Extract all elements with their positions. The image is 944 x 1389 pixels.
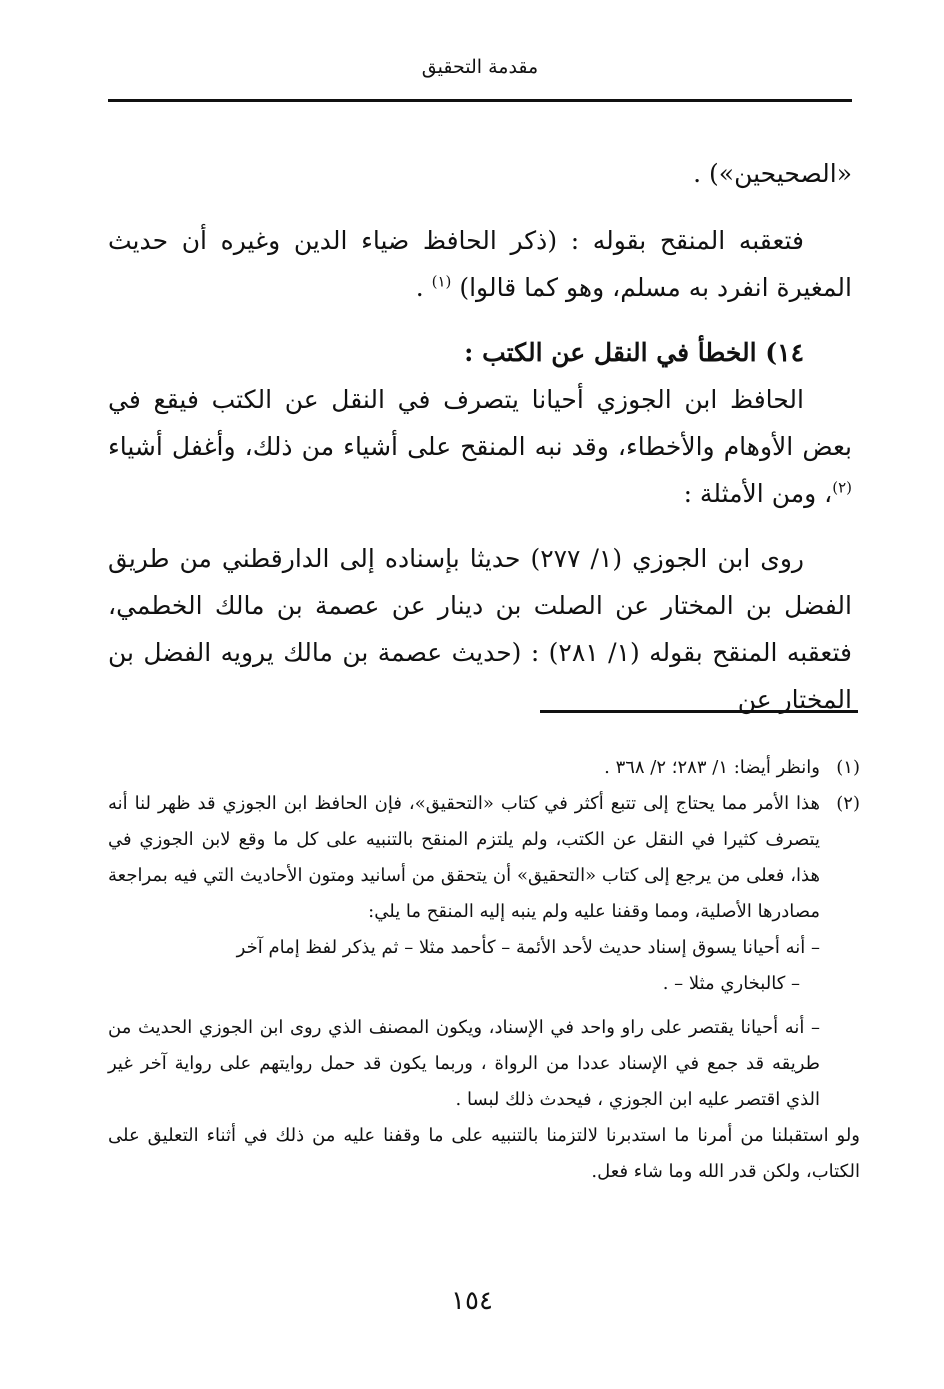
footnote-2-bullet-1-continued: – كالبخاري مثلا – . <box>662 973 800 994</box>
footnote-1 <box>108 750 860 786</box>
paragraph-3 <box>108 376 852 517</box>
header-rule <box>108 99 852 102</box>
paragraph-1: «الصحيحين») . <box>693 159 852 188</box>
footnote-2-bullet-1: – أنه أحيانا يسوق إسناد حديث لأحد الأئمة – كأحمد مثلا – ثم يذكر لفظ إمام آخر <box>236 937 820 958</box>
footnote-2 <box>108 786 860 930</box>
paragraph-4: روى ابن الجوزي (١/ ٢٧٧) حديثا بإسناده إلى الدارقطني من طريق الفضل بن المختار عن الصلت بن دينار عن عصمة بن مالك الخطمي، فتعقبه المنقح بقوله (١/ ٢٨١) : (حديث عصمة بن مالك يرويه الفضل بن المختار عن <box>108 544 852 714</box>
footnote-2-bullet-2: – أنه أحيانا يقتصر على راو واحد في الإسناد، ويكون المصنف الذي روى ابن الجوزي الحديث من طريقه قد جمع في الإسناد عددا من الرواة ، وربما يكون قد حمل روايتهم على رواية آخر غير الذي اقتصر عليه ابن الجوزي ، فيحدث ذلك لبسا . <box>108 1017 820 1110</box>
footnote-1-text: وانظر أيضا: ١/ ٢٨٣؛ ٢/ ٣٦٨ . <box>604 757 820 778</box>
paragraph-2-text: فتعقبه المنقح بقوله : (ذكر الحافظ ضياء الدين وغيره أن حديث المغيرة انفرد به مسلم، وهو كما قالوا) <box>108 226 852 302</box>
footnote-1-number: (١) <box>836 757 860 778</box>
footnote-2-closing: ولو استقبلنا من أمرنا ما استدبرنا لالتزمنا بالتنبيه على ما وقفنا عليه من ذلك في أثناء التعليق على الكتاب، ولكن قدر الله وما شاء فعل. <box>108 1125 860 1182</box>
section-heading: ١٤) الخطأ في النقل عن الكتب : <box>464 338 804 367</box>
page-number: ١٥٤ <box>451 1286 493 1316</box>
running-header: مقدمة التحقيق <box>421 56 539 78</box>
paragraph-2-end: . <box>415 273 432 302</box>
paragraph-2 <box>108 217 852 311</box>
footnote-2-text: هذا الأمر مما يحتاج إلى تتبع أكثر في كتاب «التحقيق»، فإن الحافظ ابن الجوزي قد ظهر لنا أنه يتصرف كثيرا في النقل عن الكتب، ولم يلتزم المنقح بالتنبيه على كل ما وقع لابن الجوزي في هذا، فعلى من يرجع إلى كتاب «التحقيق» أن يتحقق من أسانيد ومتون الأحاديث التي فيه بمراجعة مصادرها الأصلية، ومما وقفنا عليه ولم ينبه إليه المنقح ما يلي: <box>108 793 820 922</box>
main-text <box>108 150 852 723</box>
footnote-ref-2: (٢) <box>832 478 852 497</box>
footnote-ref-1: (١) <box>431 272 452 291</box>
footnote-rule <box>540 710 858 713</box>
footnotes <box>108 750 860 1190</box>
paragraph-3-text-a: الحافظ ابن الجوزي أحيانا يتصرف في النقل عن الكتب فيقع في بعض الأوهام والأخطاء، وقد نبه المنقح على أشياء من ذلك، وأغفل أشياء <box>108 385 852 461</box>
paragraph-3-text-b: ، ومن الأمثلة : <box>683 479 833 508</box>
footnote-spacer <box>108 1002 860 1010</box>
footnote-2-number: (٢) <box>836 793 860 814</box>
